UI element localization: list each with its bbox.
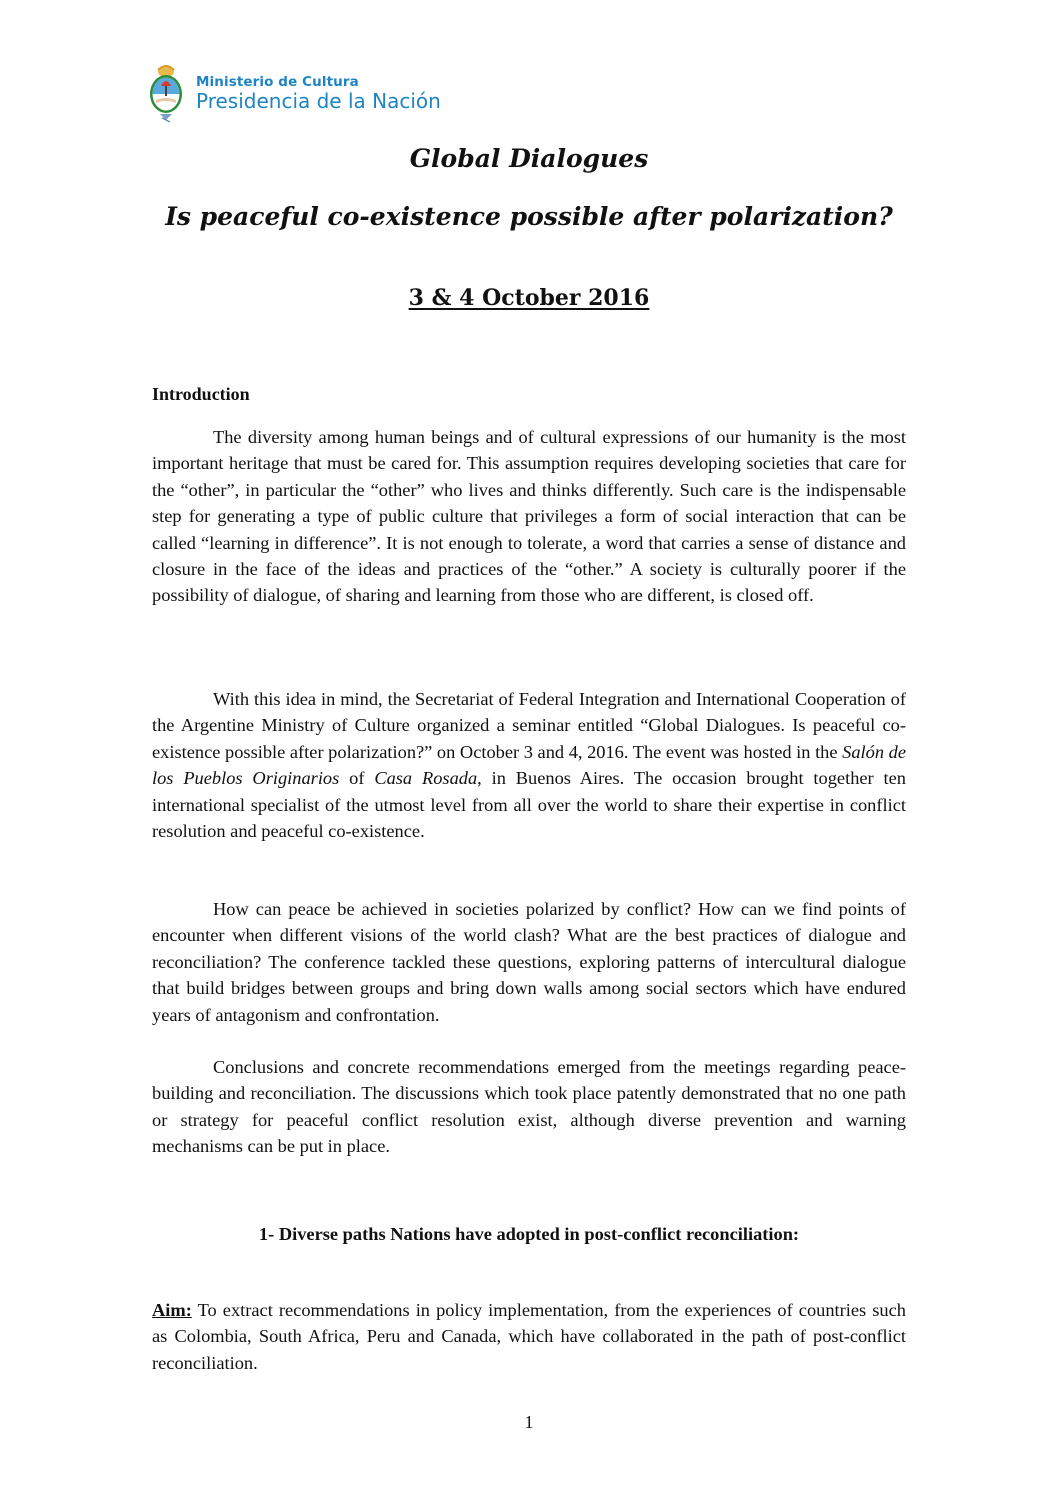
document-title: Global Dialogues	[409, 144, 649, 173]
subtitle-text: Is peaceful co-existence possible after polarization?	[165, 202, 893, 231]
section-1-aim	[152, 1297, 906, 1376]
paragraph-text	[152, 686, 906, 844]
intro-paragraph-1	[152, 424, 906, 620]
event-date	[150, 285, 908, 311]
paragraph-text-part: , in Buenos Aires. The occasion brought together ten international specialist of the utmost level from all over the world to share their expertise in conflict resolution and peaceful co-existence.	[152, 768, 906, 842]
ministry-logo	[146, 62, 441, 124]
introduction-heading: Introduction	[152, 384, 250, 404]
page-number: 1	[524, 1412, 534, 1432]
paragraph-text: The diversity among human beings and of cultural expressions of our humanity is the most important heritage that must be cared for. This assumption requires developing societies that care for the “other”, in particular the “other” who lives and thinks differently. Such care is the indispensable step for generating a type of public culture that privileges a form of social interaction that can be called “learning in difference”. It is not enough to tolerate, a word that carries a sense of distance and closure in the face of the ideas and practices of the “other.” A society is culturally poorer if the possibility of dialogue, of sharing and learning from those who are different, is closed off.	[152, 427, 906, 606]
logo-presidency-name: Presidencia de la Nación	[196, 89, 441, 113]
aim-text: To extract recommendations in policy implementation, from the experiences of countries such as Colombia, South Africa, Peru and Canada, which have collaborated in the path of post-conflict reconciliation.	[152, 1300, 906, 1373]
logo-ministry-name: Ministerio de Cultura	[196, 74, 359, 90]
paragraph-text-part: With this idea in mind, the Secretariat of Federal Integration and International Cooperation of the Argentine Ministry of Culture organized a seminar entitled “Global Dialogues. Is peaceful co-existence possible after polarization?” on October 3 and 4, 2016. The event was hosted in the	[152, 689, 906, 762]
intro-paragraph-3	[152, 896, 906, 1039]
paragraph-text-part: of	[339, 768, 375, 789]
paragraph-text: How can peace be achieved in societies polarized by conflict? How can we find points of encounter when different visions of the world clash? What are the best practices of dialogue and reconciliation? The conference tackled these questions, exploring patterns of intercultural dialogue that build bridges between groups and bring down walls among social sectors which have endured years of antagonism and confrontation.	[152, 899, 906, 1025]
intro-paragraph-4	[152, 1054, 906, 1171]
argentina-coat-of-arms-icon	[146, 62, 186, 124]
aim-label: Aim:	[152, 1300, 192, 1320]
intro-paragraph-2	[152, 686, 906, 855]
paragraph-text: Conclusions and concrete recommendations emerged from the meetings regarding peace-building and reconciliation. The discussions which took place patently demonstrated that no one path or strategy for peaceful conflict resolution exist, although diverse prevention and warning mechanisms can be put in place.	[152, 1057, 906, 1157]
event-date-text: 3 & 4 October 2016	[408, 285, 650, 311]
building-name: Casa Rosada	[374, 768, 478, 789]
venue-name: Salón de los Pueblos Originarios	[152, 741, 906, 789]
section-1-heading: 1- Diverse paths Nations have adopted in post-conflict reconciliation:	[258, 1224, 800, 1244]
document-subtitle	[150, 196, 908, 238]
